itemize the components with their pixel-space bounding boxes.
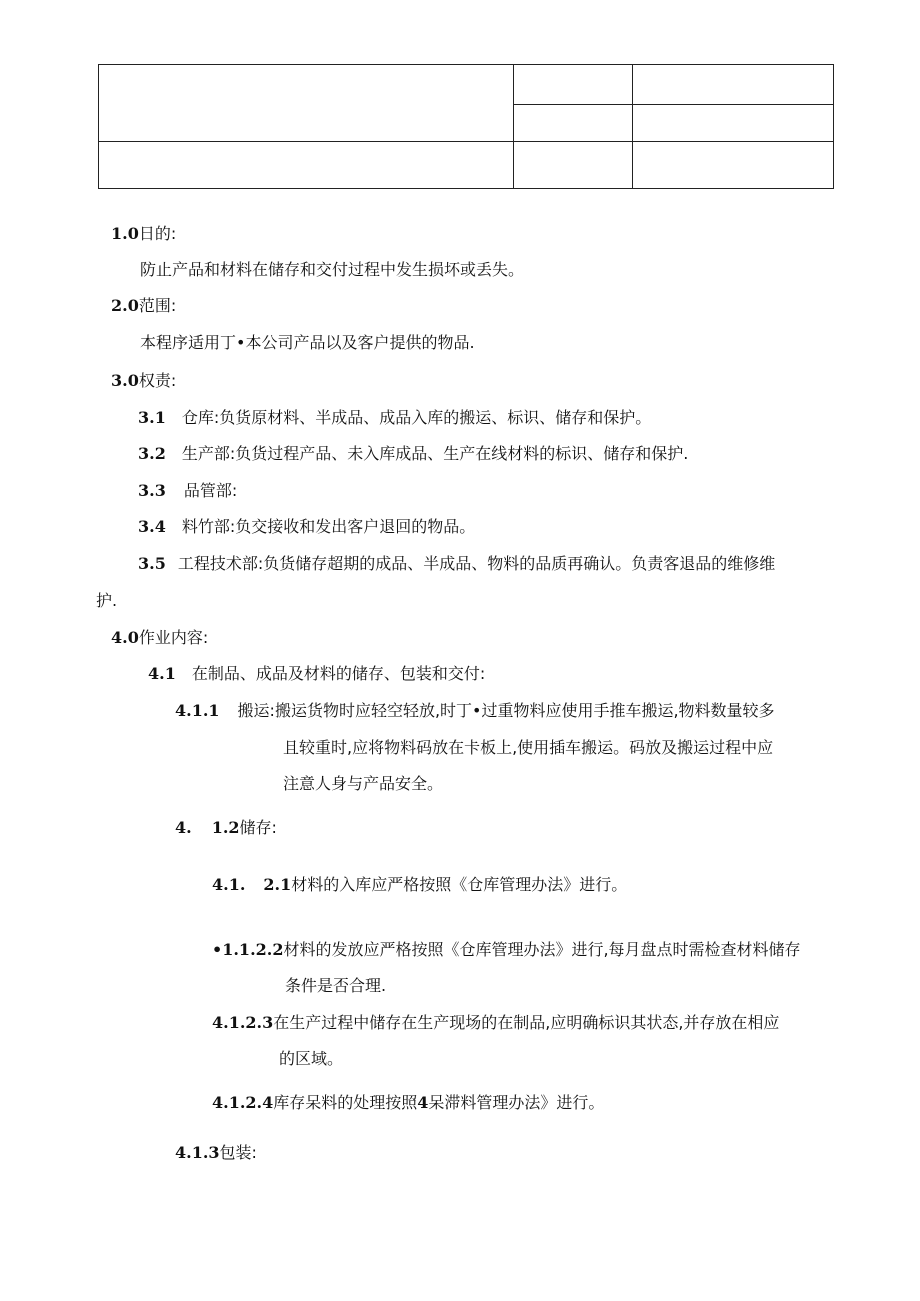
item-number-a: 4. [175,818,192,837]
item-number: •1.1.2.2 [212,940,284,959]
item-text: 库存呆料的处理按照 [273,1093,418,1112]
item-text: 仓库:负货原材料、半成品、成品入库的搬运、标识、储存和保护。 [181,408,652,427]
section-2-heading [111,296,176,316]
section-2-body [140,333,475,353]
section-number: 4.0 [111,628,139,647]
item-number: 3.2 [138,444,166,463]
item-3-5-cont [96,591,117,611]
item-text: 材料的入库应严格按照《仓库管理办法》进行。 [291,875,628,894]
section-label: 权责: [138,371,177,390]
item-3-1 [138,408,651,428]
section-1-body [140,260,524,280]
item-text-b: 呆滞料管理办法》进行。 [428,1093,605,1112]
table-border-top [98,64,834,65]
item-number: 3.4 [138,517,166,536]
table-row-divider-1 [513,104,834,105]
item-text: 在生产过程中储存在生产现场的在制品,应明确标识其状态,并存放在相应 [273,1013,780,1032]
section-label: 范围: [138,296,177,315]
item-text: 生产部:负货过程产品、未入库成品、生产在线材料的标识、储存和保护. [181,444,689,463]
table-col-divider-2 [632,64,633,189]
item-4-1-2-2-line2 [285,976,386,996]
item-4-1-2-4 [212,1093,604,1113]
item-4-1-2-2 [212,940,801,960]
item-number: 4.1.2.3 [212,1013,274,1032]
item-3-4 [138,517,475,537]
section-label: 日的: [138,224,177,243]
item-3-3 [138,481,237,501]
section-number: 3.0 [111,371,139,390]
body-text: 本程序适用丁•本公司产品以及客户提供的物品. [140,333,475,352]
item-text: 在制品、成品及材料的储存、包装和交付: [191,664,486,683]
item-number: 3.1 [138,408,166,427]
section-4-heading [111,628,208,648]
item-4-1-1-line3 [283,774,443,794]
item-text: 材料的发放应严格按照《仓库管理办法》进行,每月盘点时需检查材料储存 [283,940,801,959]
item-number: 4.1 [148,664,176,683]
section-3-heading [111,371,176,391]
item-4-1-1 [175,701,775,721]
item-text: 注意人身与产品安全。 [283,774,444,793]
table-row-divider-2 [98,141,834,142]
item-text: 且较重时,应将物料码放在卡板上,使用插车搬运。码放及搬运过程中应 [283,738,774,757]
item-number-a: 4.1. [212,875,246,894]
item-number: 4.1.3 [175,1143,220,1162]
item-number: 4.1.1 [175,701,220,720]
item-number: 3.3 [138,481,166,500]
item-4-1-2-3-line2 [279,1049,343,1069]
table-border-bottom [98,188,834,189]
item-4-1-2 [175,818,277,838]
section-label: 作业内容: [138,628,209,647]
item-text: 料竹部:负交接收和发出客户退回的物品。 [181,517,476,536]
item-text: 条件是否合理. [285,976,387,995]
item-3-2 [138,444,688,464]
item-number: 3.5 [138,554,166,573]
item-4-1-3 [175,1143,257,1163]
body-text: 防止产品和材料在储存和交付过程中发生损坏或丢失。 [140,260,525,279]
item-4-1-2-1 [212,875,627,895]
item-text: 的区域。 [279,1049,344,1068]
item-label: 储存: [239,818,277,837]
item-4-1-1-line2 [283,738,773,758]
item-text: 搬运:搬运货物时应轻空轻放,时丁•过重物料应使用手推车搬运,物料数量较多 [237,701,775,720]
item-3-5 [138,554,775,574]
item-number-b: 2.1 [263,875,292,894]
item-text: 工程技术部:负货储存超期的成品、半成品、物料的品质再确认。负责客退品的维修维 [177,554,776,573]
section-number: 2.0 [111,296,139,315]
item-4-1-2-3 [212,1013,779,1033]
item-text: 护. [96,591,118,610]
section-number: 1.0 [111,224,139,243]
item-text: 品管部: [183,481,238,500]
item-number-b: 1.2 [211,818,240,837]
table-border-right [833,64,834,189]
table-border-left [98,64,99,189]
header-form-table [98,64,834,189]
item-label: 包装: [219,1143,257,1162]
item-number: 4.1.2.4 [212,1093,274,1112]
section-1-heading [111,224,176,244]
item-number-mid: 4 [417,1093,429,1112]
item-4-1 [148,664,485,684]
table-col-divider-1 [513,64,514,189]
